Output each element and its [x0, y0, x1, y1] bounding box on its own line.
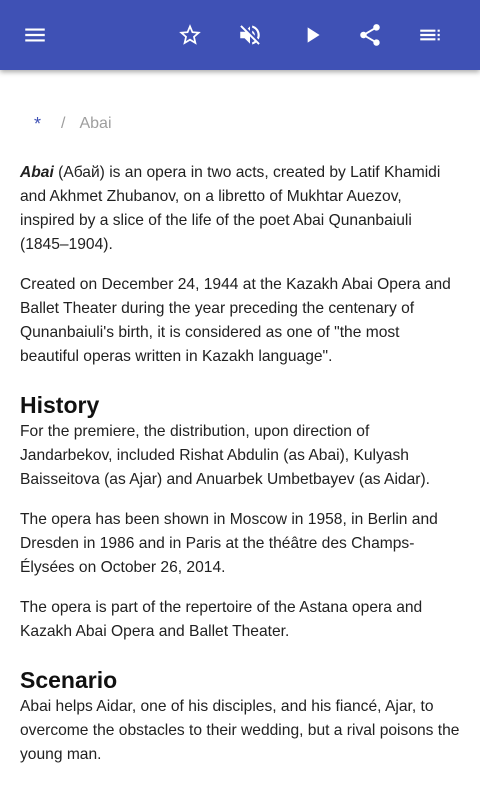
breadcrumb-separator: / — [61, 115, 66, 132]
paragraph: The opera is part of the repertoire of the Astana opera and Kazakh Abai Opera and Ballet Theater. — [20, 599, 423, 640]
breadcrumb-current: Abai — [79, 115, 112, 132]
article-title-lead: Abai — [20, 164, 54, 181]
share-icon — [357, 22, 383, 48]
mute-button[interactable] — [226, 11, 274, 59]
volume-off-icon — [237, 22, 263, 48]
star-icon — [177, 22, 203, 48]
toc-icon — [417, 22, 443, 48]
section-heading-scenario: Scenario — [20, 667, 118, 693]
section-heading-history: History — [20, 392, 100, 418]
paragraph: The opera has been shown in Moscow in 1958, in Berlin and Dresden in 1986 and in Paris at the théâtre des Champs-Élysées on October 26, 2014. — [20, 511, 438, 576]
favorite-button[interactable] — [166, 11, 214, 59]
app-bar — [0, 0, 480, 70]
menu-icon — [22, 22, 48, 48]
paragraph: Created on December 24, 1944 at the Kazakh Abai Opera and Ballet Theater during the year preceding the centenary of Qunanbaiuli's birth, it is considered as one of "the most beautiful operas written in Kazakh language". — [20, 276, 451, 365]
intro-text: (Абай) is an opera in two acts, created by Latif Khamidi and Akhmet Zhubanov, on a libretto of Mukhtar Auezov, inspired by a slice of the life of the poet Abai Qunanbaiuli (1845–1904). — [20, 164, 441, 253]
paragraph: For the premiere, the distribution, upon direction of Jandarbekov, included Rishat Abdulin (as Abai), Kulyash Baisseitova (as Ajar) and Anuarbek Umbetbayev (as Aidar). — [20, 423, 430, 488]
play-button[interactable] — [288, 11, 336, 59]
play-icon — [299, 22, 325, 48]
article-content[interactable] — [0, 70, 480, 800]
paragraph: Abai helps Aidar, one of his disciples, and his fiancé, Ajar, to overcome the obstacles to their wedding, but a rival poisons the young man. — [20, 698, 460, 763]
share-button[interactable] — [346, 11, 394, 59]
menu-button[interactable] — [11, 11, 59, 59]
breadcrumb-home-link[interactable]: * — [34, 114, 42, 134]
table-of-contents-button[interactable] — [406, 11, 454, 59]
breadcrumb — [34, 114, 460, 134]
intro-paragraph — [20, 161, 460, 257]
